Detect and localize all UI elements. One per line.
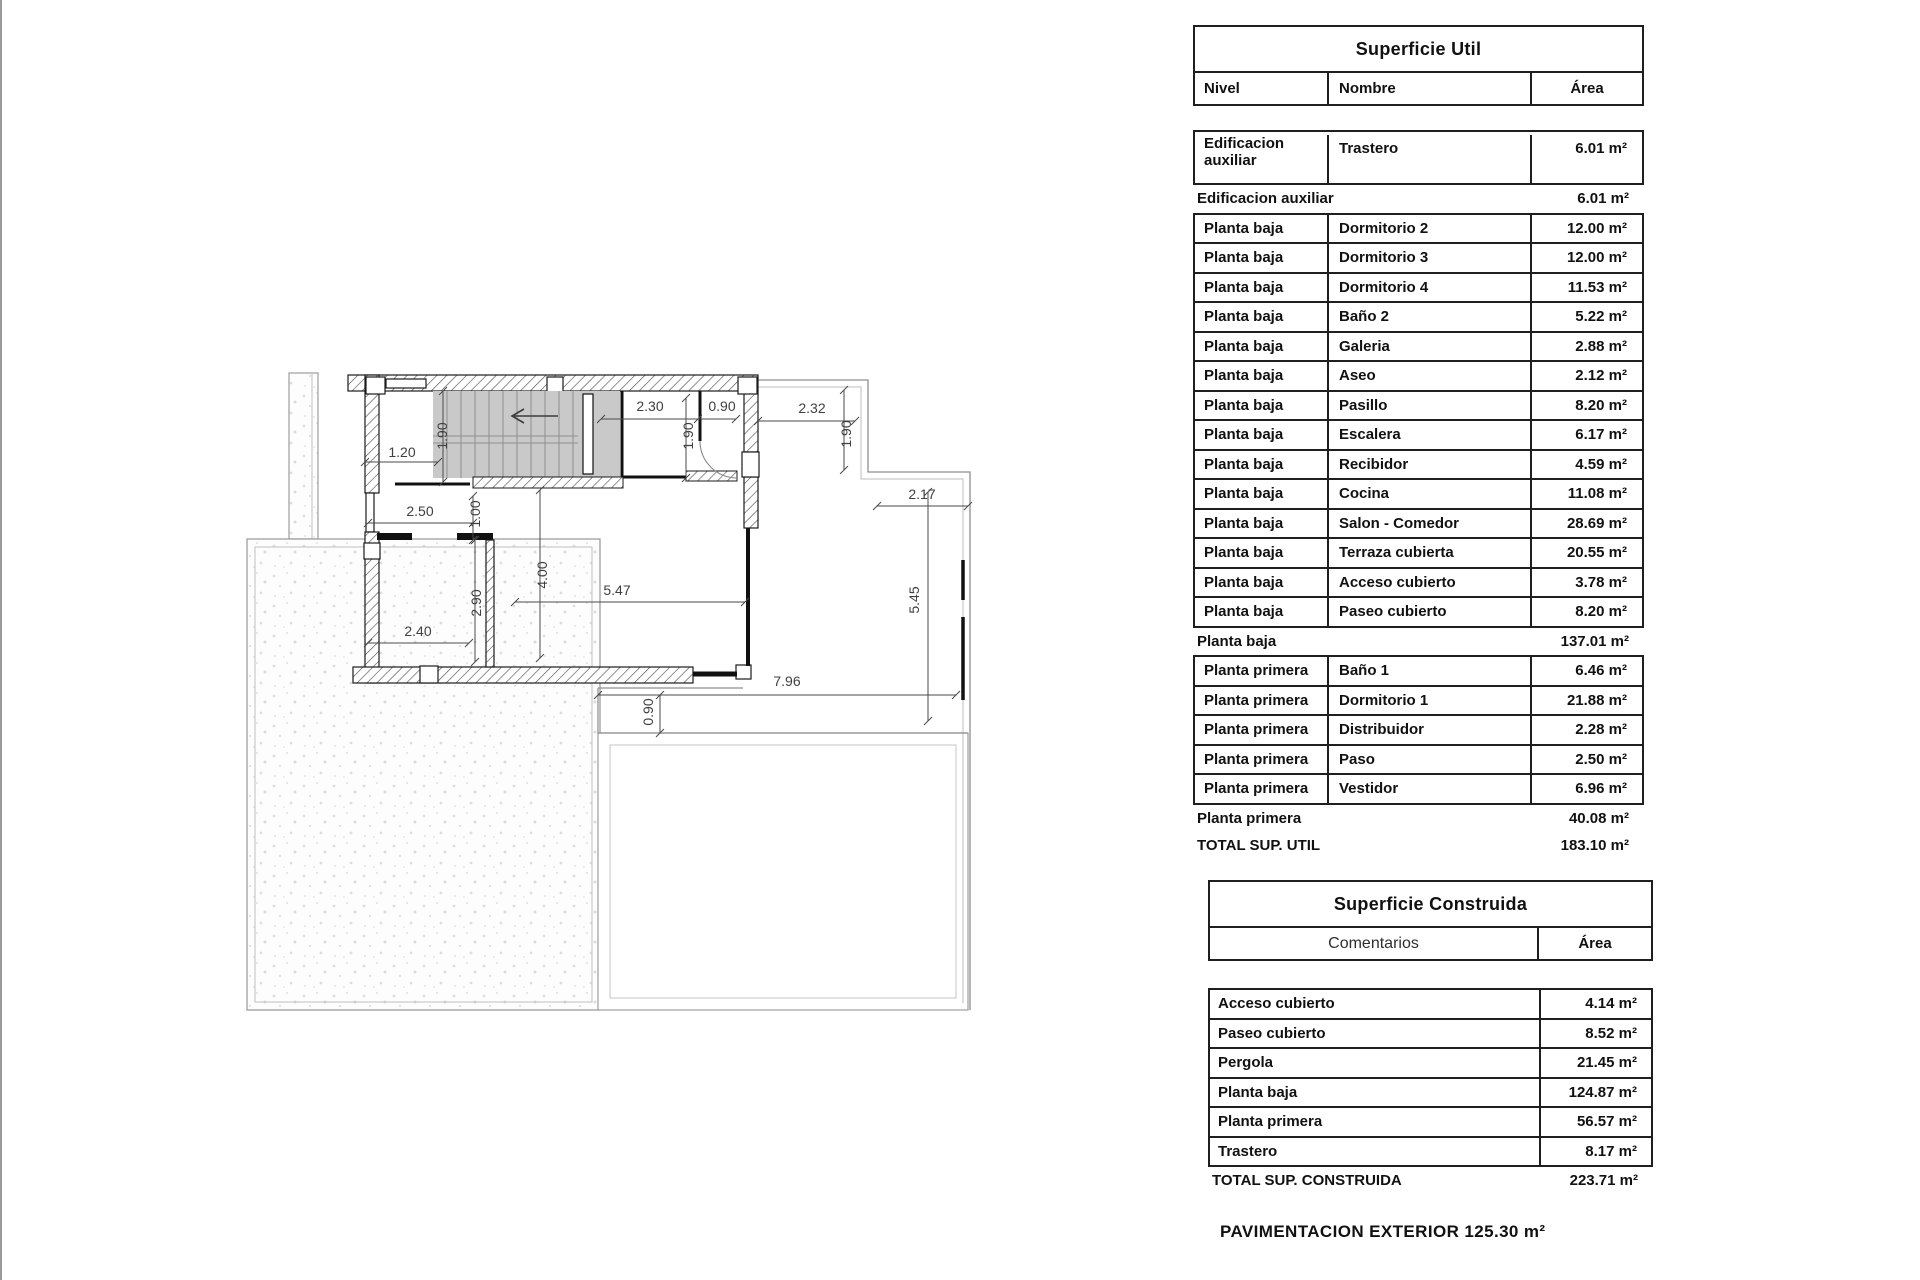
dimension-label: 0.90 [708, 398, 736, 414]
cell-area: 11.08 m² [1530, 480, 1642, 508]
table-row [1195, 567, 1642, 597]
cell-area: 4.14 m² [1539, 990, 1651, 1018]
cell-area: 11.53 m² [1530, 274, 1642, 302]
cell-nivel: Planta primera [1204, 750, 1309, 768]
cell-label: Pergola [1218, 1054, 1274, 1072]
cell-nivel: Edificacion auxiliar [1204, 135, 1285, 170]
table-row [1195, 773, 1642, 803]
staircase [433, 391, 623, 488]
window-top [386, 379, 426, 388]
table-row [1195, 390, 1642, 420]
column-header-area: Área [1530, 73, 1642, 104]
total-sup-construida-row [1208, 1167, 1653, 1195]
cell-nivel: Planta baja [1204, 396, 1284, 414]
cell-area: 28.69 m² [1530, 510, 1642, 538]
group-edificacion-auxiliar [1193, 130, 1644, 185]
cell-area: 56.57 m² [1539, 1108, 1651, 1136]
pavimentacion-exterior-note: PAVIMENTACION EXTERIOR 125.30 m² [1220, 1222, 1546, 1241]
cell-nivel: Planta baja [1204, 426, 1284, 444]
terrain-patio-left [247, 539, 600, 1010]
dimension-label: 1.90 [680, 422, 696, 450]
superficie-util-table [1193, 25, 1644, 860]
summary-value: 137.01 m² [1560, 632, 1629, 650]
cell-nombre: Dormitorio 3 [1327, 244, 1530, 272]
cell-area: 21.45 m² [1539, 1049, 1651, 1077]
cell-area: 6.17 m² [1530, 421, 1642, 449]
cell-nivel: Planta baja [1204, 278, 1284, 296]
superficie-construida-table [1208, 880, 1653, 1195]
pillar [366, 377, 385, 394]
table-row [1210, 1136, 1651, 1166]
table-row [1195, 360, 1642, 390]
cell-area: 2.50 m² [1530, 746, 1642, 774]
dimension-label: 2.30 [636, 398, 664, 414]
table-row [1210, 1106, 1651, 1136]
column-header-area: Área [1537, 928, 1651, 959]
cell-area: 21.88 m² [1530, 687, 1642, 715]
summary-value: 40.08 m² [1568, 809, 1629, 827]
cell-area: 4.59 m² [1530, 451, 1642, 479]
summary-label: Planta primera [1197, 809, 1302, 827]
table-row [1210, 1047, 1651, 1077]
cell-nivel: Planta primera [1204, 721, 1309, 739]
cell-nivel: Planta baja [1204, 514, 1284, 532]
terrain-strip-left [289, 373, 318, 539]
cell-label: Paseo cubierto [1218, 1024, 1326, 1042]
cell-nombre: Escalera [1327, 421, 1530, 449]
table-row [1195, 744, 1642, 774]
cell-nombre: Vestidor [1327, 775, 1530, 803]
cell-nombre: Salon - Comedor [1327, 510, 1530, 538]
partition [457, 533, 493, 540]
superficie-util-header [1193, 25, 1644, 106]
cell-area: 2.28 m² [1530, 716, 1642, 744]
dimension-label: 5.45 [906, 586, 922, 614]
table-row [1195, 449, 1642, 479]
cell-label: Planta baja [1218, 1083, 1298, 1101]
dimension-label: 0.90 [640, 698, 656, 726]
total-value: 183.10 m² [1560, 837, 1629, 855]
summary-label: Planta baja [1197, 632, 1277, 650]
cell-nivel: Planta primera [1204, 691, 1309, 709]
cell-nombre: Acceso cubierto [1327, 569, 1530, 597]
stair-lower-wall [473, 477, 623, 488]
cell-area: 20.55 m² [1530, 539, 1642, 567]
cell-area: 5.22 m² [1530, 303, 1642, 331]
cell-nombre: Baño 2 [1327, 303, 1530, 331]
cell-nombre: Recibidor [1327, 451, 1530, 479]
total-label: TOTAL SUP. UTIL [1197, 837, 1321, 855]
pillar [364, 543, 380, 559]
cell-nombre: Dormitorio 1 [1327, 687, 1530, 715]
cell-area: 8.20 m² [1530, 392, 1642, 420]
table-row [1195, 478, 1642, 508]
cell-nombre: Dormitorio 2 [1327, 215, 1530, 243]
cell-nivel: Planta baja [1204, 455, 1284, 473]
cell-area: 12.00 m² [1530, 215, 1642, 243]
cell-area: 8.20 m² [1530, 598, 1642, 626]
cell-label: Acceso cubierto [1218, 995, 1335, 1013]
cell-nivel: Planta baja [1204, 249, 1284, 267]
table-row [1195, 657, 1642, 685]
cell-area: 12.00 m² [1530, 244, 1642, 272]
cell-nombre: Distribuidor [1327, 716, 1530, 744]
table-row [1210, 1077, 1651, 1107]
dimension-label: 2.17 [908, 486, 936, 502]
pillar [420, 666, 438, 683]
summary-planta-baja [1193, 628, 1644, 656]
column-headers [1195, 73, 1642, 104]
pillar [742, 452, 759, 477]
column-header-nombre: Nombre [1327, 73, 1530, 104]
summary-edificacion-auxiliar [1193, 185, 1644, 213]
partition-vertical [486, 540, 494, 667]
pergola-area [598, 733, 968, 1010]
column-headers [1210, 928, 1651, 959]
group-planta-primera [1193, 655, 1644, 805]
table-row [1195, 242, 1642, 272]
cell-nivel: Planta baja [1204, 337, 1284, 355]
table-row [1195, 132, 1642, 183]
cell-nombre: Galeria [1327, 333, 1530, 361]
cell-nombre: Terraza cubierta [1327, 539, 1530, 567]
cell-area: 6.96 m² [1530, 775, 1642, 803]
page-left-edge-line [0, 0, 2, 1280]
dimension-label: 7.96 [773, 673, 801, 689]
cell-nombre: Paseo cubierto [1327, 598, 1530, 626]
table-row [1195, 685, 1642, 715]
cell-nivel: Planta primera [1204, 780, 1309, 798]
dimension-label: 1.00 [467, 500, 483, 528]
cell-area: 8.52 m² [1539, 1020, 1651, 1048]
total-sup-util-row [1193, 832, 1644, 860]
cell-nivel: Planta baja [1204, 485, 1284, 503]
cell-area: 3.78 m² [1530, 569, 1642, 597]
cell-nombre: Trastero [1327, 135, 1530, 183]
window-stair [583, 394, 593, 474]
dimension-label: 1.90 [434, 422, 450, 450]
table-row [1195, 272, 1642, 302]
column-header-nivel: Nivel [1204, 80, 1240, 97]
partition-under-door [686, 471, 737, 481]
dimension-label: 1.90 [838, 420, 854, 448]
pillar [738, 377, 757, 394]
table-title: Superficie Util [1195, 27, 1642, 73]
total-value: 223.71 m² [1569, 1172, 1638, 1190]
dimension-label: 2.32 [798, 400, 826, 416]
cell-nivel: Planta baja [1204, 603, 1284, 621]
wall-right-lower [744, 477, 758, 528]
wall-right-upper [744, 391, 758, 452]
cell-nombre: Dormitorio 4 [1327, 274, 1530, 302]
table-row [1195, 331, 1642, 361]
window-left [366, 493, 374, 532]
cell-nivel: Planta baja [1204, 308, 1284, 326]
pillar-corner [736, 665, 751, 679]
dimension-label: 2.50 [406, 503, 434, 519]
table-row [1195, 215, 1642, 243]
cell-nombre: Paso [1327, 746, 1530, 774]
dimension-label: 5.47 [603, 582, 631, 598]
cell-nombre: Aseo [1327, 362, 1530, 390]
cell-nivel: Planta baja [1204, 367, 1284, 385]
cell-nivel: Planta baja [1204, 544, 1284, 562]
column-header-comentarios: Comentarios [1328, 934, 1419, 952]
cell-area: 6.46 m² [1530, 657, 1642, 685]
table-row [1210, 1018, 1651, 1048]
cell-nombre: Cocina [1327, 480, 1530, 508]
cell-area: 8.17 m² [1539, 1138, 1651, 1166]
summary-value: 6.01 m² [1577, 190, 1629, 208]
cell-label: Trastero [1218, 1142, 1278, 1160]
cell-nombre: Pasillo [1327, 392, 1530, 420]
table-row [1195, 596, 1642, 626]
cell-nivel: Planta baja [1204, 219, 1284, 237]
table-row [1195, 537, 1642, 567]
table-row [1210, 990, 1651, 1018]
group-planta-baja [1193, 213, 1644, 628]
dimension-label: 1.20 [388, 444, 416, 460]
table-row [1195, 419, 1642, 449]
cell-label: Planta primera [1218, 1113, 1323, 1131]
cell-nombre: Baño 1 [1327, 657, 1530, 685]
cell-nivel: Planta primera [1204, 662, 1309, 680]
cell-area: 6.01 m² [1530, 135, 1642, 183]
wall-bottom [353, 667, 693, 683]
table-row [1195, 301, 1642, 331]
cell-area: 2.88 m² [1530, 333, 1642, 361]
partition [377, 533, 412, 540]
cell-nivel: Planta baja [1204, 573, 1284, 591]
group-construida [1208, 988, 1653, 1167]
summary-label: Edificacion auxiliar [1197, 190, 1334, 208]
dimension-label: 2.90 [468, 589, 484, 617]
dimension-label: 4.00 [534, 561, 550, 589]
table-title: Superficie Construida [1210, 882, 1651, 928]
cell-area: 124.87 m² [1539, 1079, 1651, 1107]
dimension-label: 2.40 [404, 623, 432, 639]
table-row [1195, 508, 1642, 538]
table-row [1195, 714, 1642, 744]
total-label: TOTAL SUP. CONSTRUIDA [1212, 1172, 1402, 1190]
cell-area: 2.12 m² [1530, 362, 1642, 390]
summary-planta-primera [1193, 805, 1644, 833]
superficie-construida-header [1208, 880, 1653, 961]
